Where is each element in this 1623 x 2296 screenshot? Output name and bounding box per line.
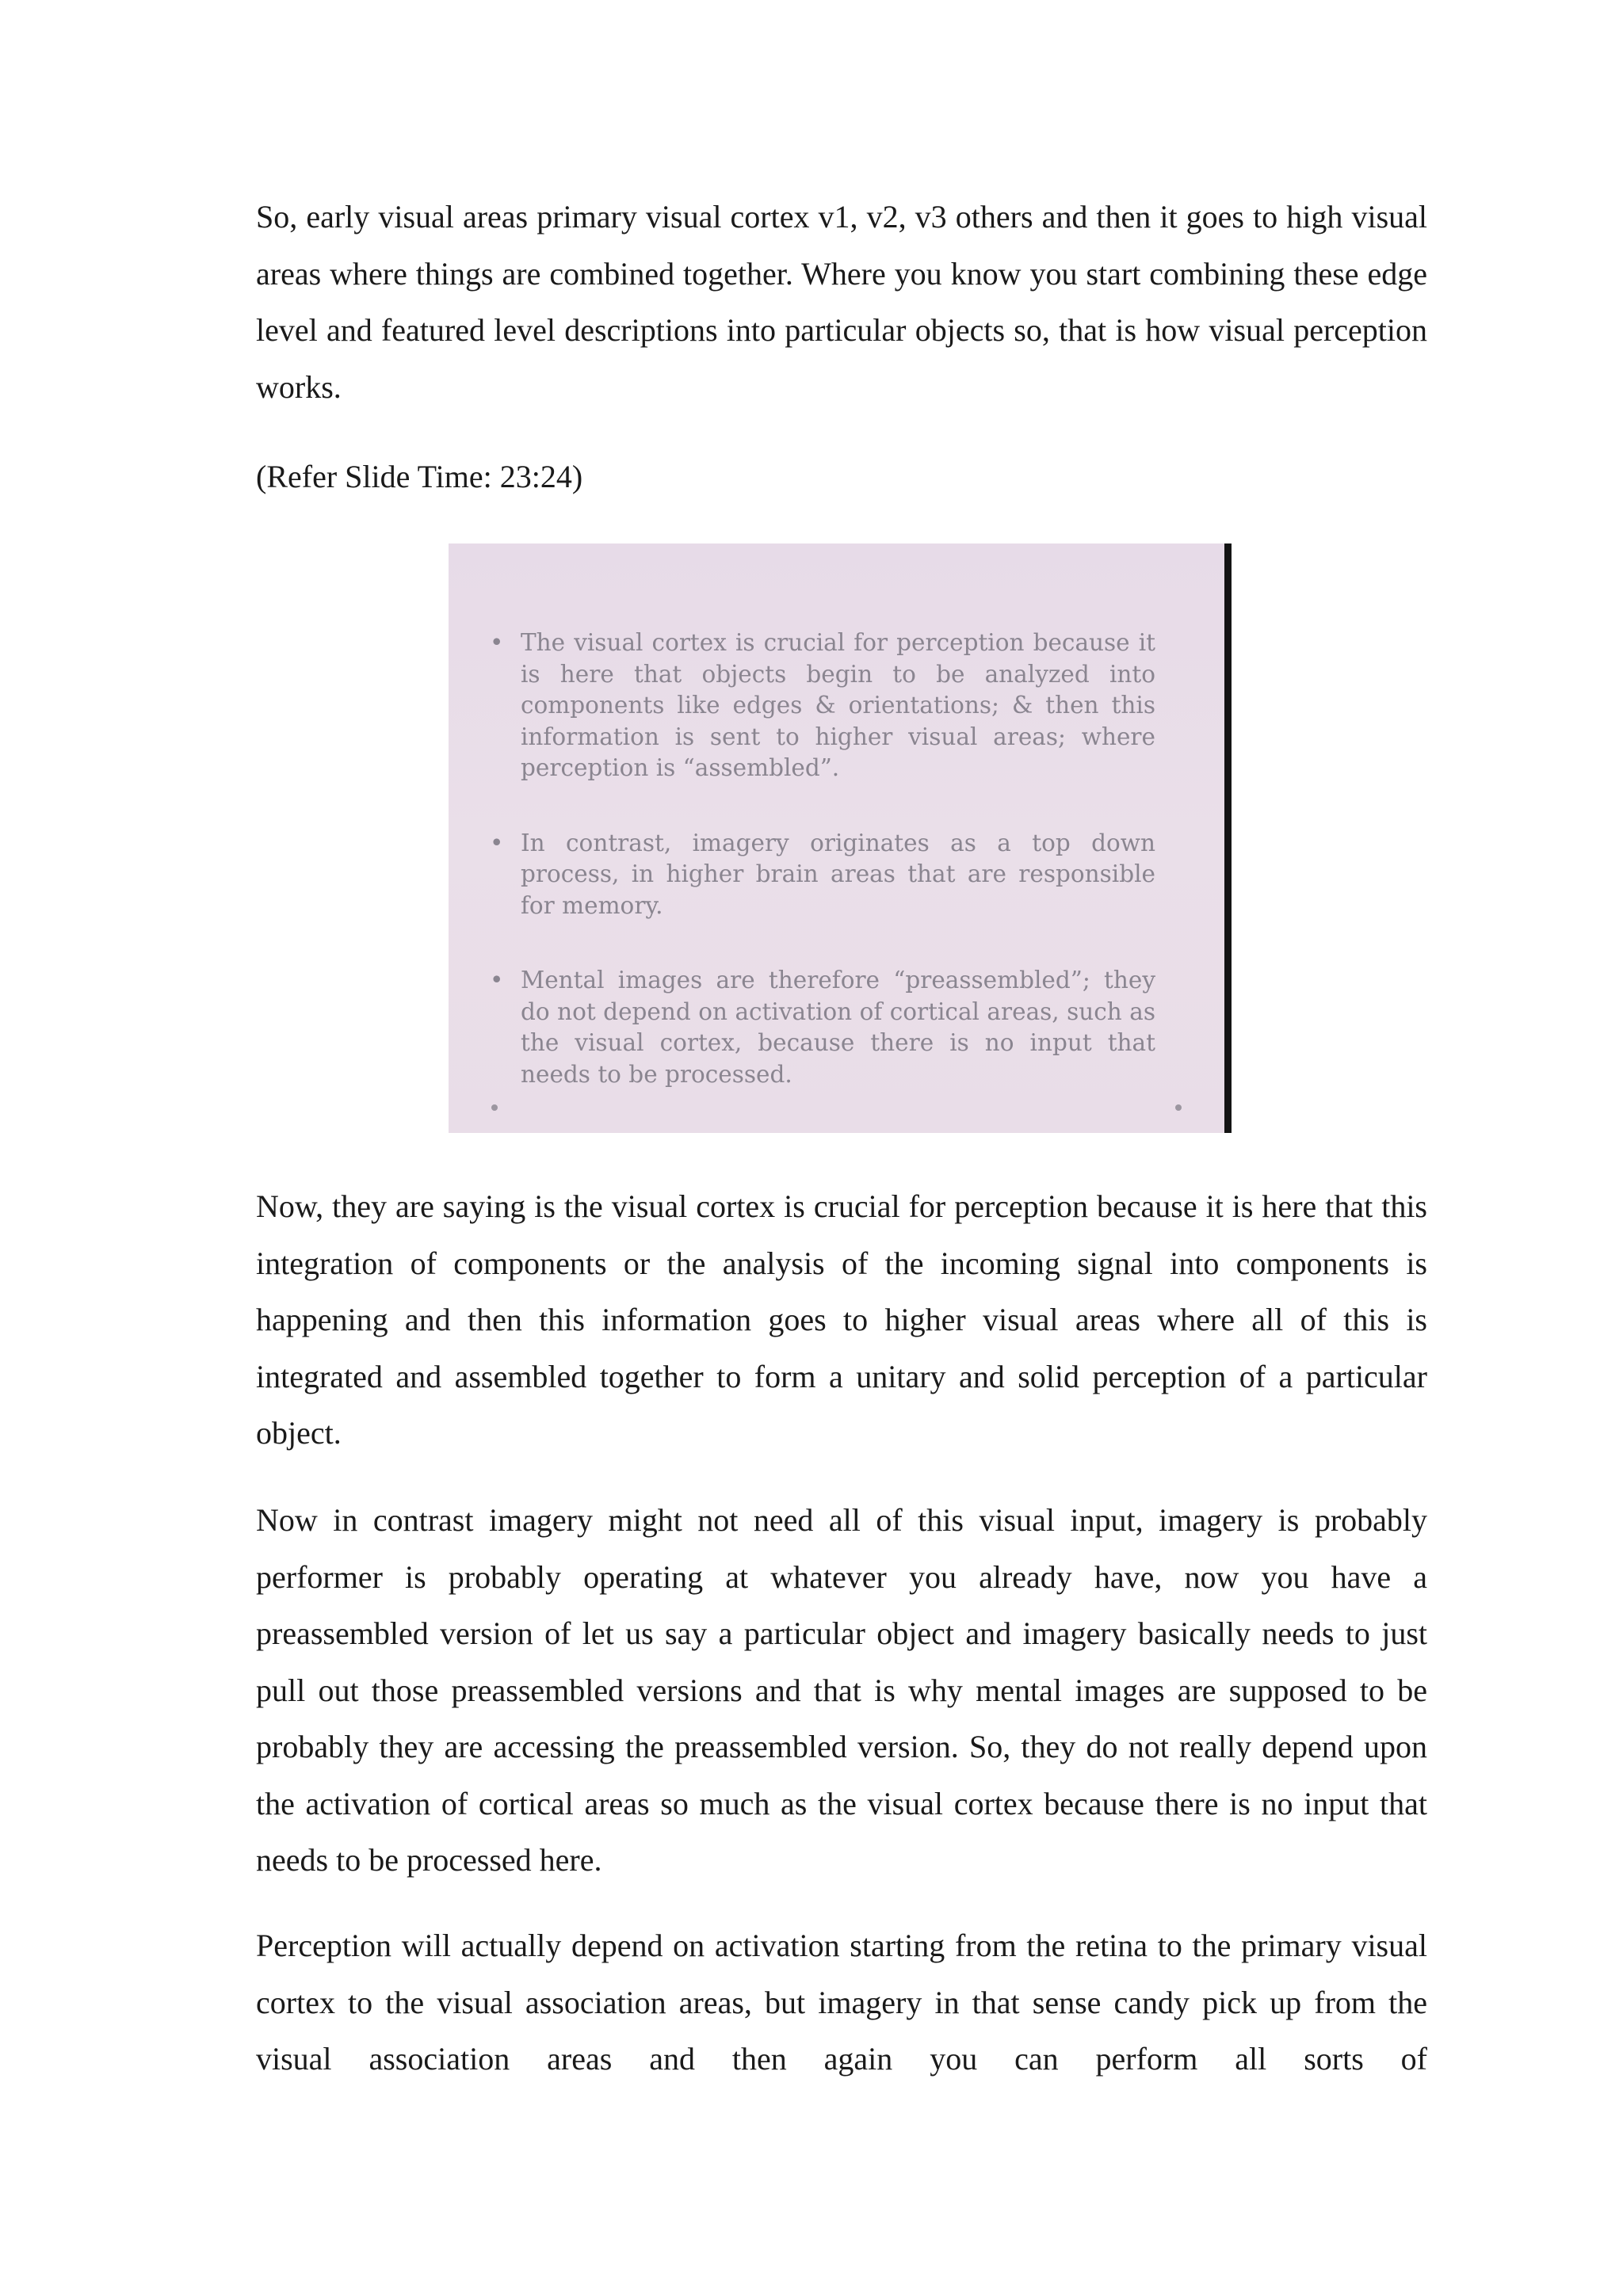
slide-corner-dot	[491, 1104, 498, 1111]
slide-bullet	[490, 965, 1155, 1090]
lecture-slide-image	[449, 543, 1232, 1133]
slide-bullet-text: Mental images are therefore “preassembled”; they do not depend on activation of cortical areas, such as the visual cortex, because there is no input that needs to be processed.	[521, 967, 1155, 1088]
slide-bullet-list	[490, 627, 1155, 1133]
body-paragraph: Perception will actually depend on activation starting from the retina to the primary visual cortex to the visual association areas, but imagery in that sense candy pick up from the visual association areas and then again you can perform all sorts of	[256, 1928, 1427, 2077]
slide-time-reference: (Refer Slide Time: 23:24)	[256, 459, 583, 494]
body-paragraph: Now in contrast imagery might not need all of this visual input, imagery is probably performer is probably operating at whatever you already have, now you have a preassembled version of let us say a particular object and imagery basically needs to just pull out those preassembled versions and that is why mental images are supposed to be probably they are accessing the preassembled version. So, they do not really depend upon the activation of cortical areas so much as the visual cortex because there is no input that needs to be processed here.	[256, 1502, 1427, 1878]
slide-bullet	[490, 627, 1155, 784]
bullet-icon: •	[490, 829, 504, 856]
body-paragraph: Now, they are saying is the visual cortex is crucial for perception because it is here that this integration of components or the analysis of the incoming signal into components is happening and then this information goes to higher visual areas where all of this is integrated and assembled together to form a unitary and solid perception of a particular object.	[256, 1188, 1427, 1451]
slide-bullet	[490, 828, 1155, 922]
slide-bullet-text: In contrast, imagery originates as a top down process, in higher brain areas that are responsible for memory.	[521, 829, 1155, 919]
slide-bullet-text: The visual cortex is crucial for perception because it is here that objects begin to be analyzed into components like edges & orientations; & then this information is sent to higher visual areas; where perception is “assembled”.	[521, 629, 1155, 781]
bullet-icon: •	[490, 629, 504, 656]
bullet-icon: •	[490, 967, 504, 994]
slide-corner-dot	[1175, 1104, 1182, 1111]
body-paragraph: So, early visual areas primary visual cortex v1, v2, v3 others and then it goes to high visual areas where things are combined together. Where you know you start combining these edge level and featured level descriptions into particular objects so, that is how visual perception works.	[256, 199, 1427, 405]
